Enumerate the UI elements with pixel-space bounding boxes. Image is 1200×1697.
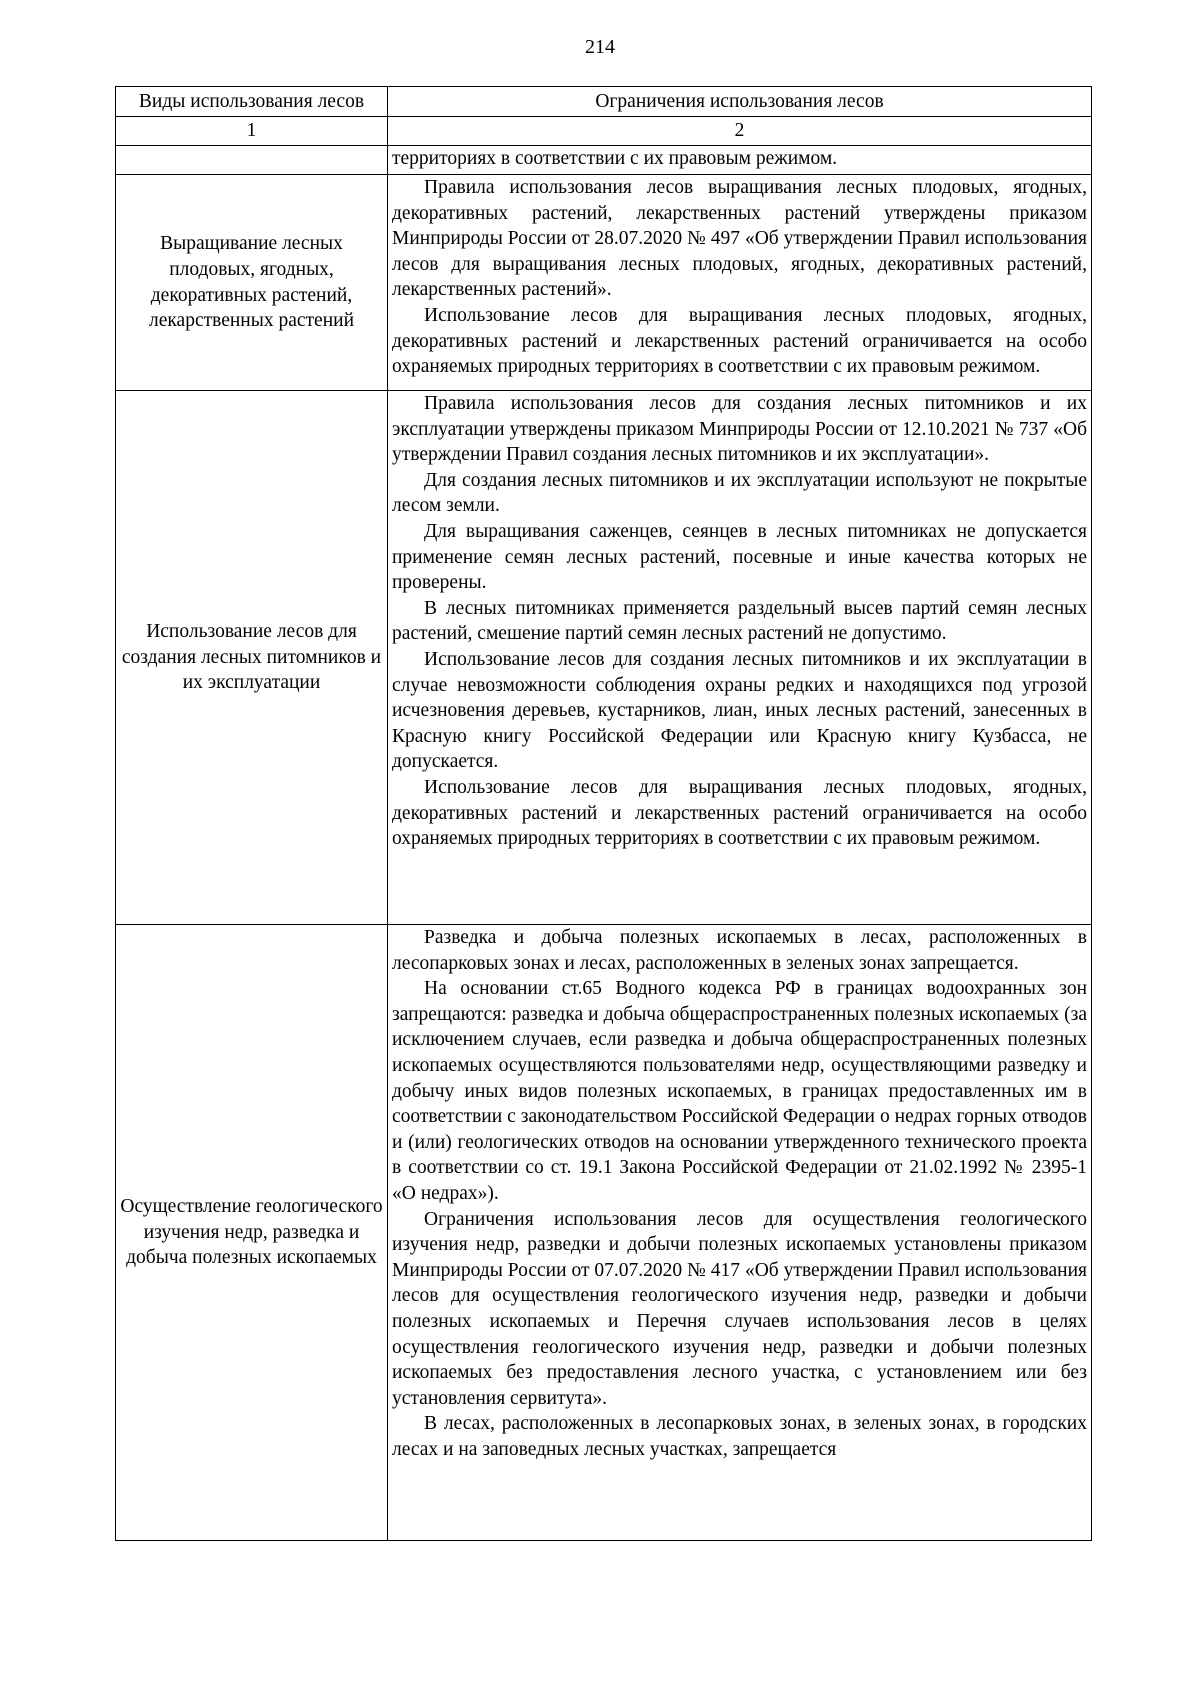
column-number-2: 2 xyxy=(388,117,1092,146)
column-number-1: 1 xyxy=(116,117,388,146)
paragraph: Ограничения использования лесов для осуществления геологического изучения недр, разведки и добычи полезных ископаемых установлены приказом Минприроды России от 07.07.2020 № 417 «Об утверждении Правил использования лесов для осуществления геологического изучения недр, разведки и добычи полезных ископаемых и Перечня случаев использования лесов в целях осуществления геологического изучения недр, разведки и добычи полезных ископаемых без предоставления лесного участка, с установлением или без установления сервитута». xyxy=(392,1208,1087,1409)
kind-cell: Осуществление геологического изучения недр, разведка и добыча полезных ископаемых xyxy=(116,925,388,1541)
continuation-limits-cell xyxy=(388,146,1092,175)
limits-cell xyxy=(388,391,1092,925)
paragraph: Использование лесов для выращивания лесных плодовых, ягодных, декоративных растений и лекарственных растений ограничивается на особо охраняемых природных территориях в соответствии с их правовым режимом. xyxy=(392,776,1087,850)
header-kind: Виды использования лесов xyxy=(116,87,388,117)
continuation-paragraph: территориях в соответствии с их правовым режимом. xyxy=(392,148,838,169)
table-row xyxy=(116,925,1092,1541)
paragraph: Использование лесов для выращивания лесных плодовых, ягодных, декоративных растений и лекарственных растений ограничивается на особо охраняемых природных территориях в соответствии с их правовым режимом. xyxy=(392,304,1087,378)
continuation-kind-cell xyxy=(116,146,388,175)
paragraph: На основании ст.65 Водного кодекса РФ в границах водоохранных зон запрещаются: разведка и добыча общераспространенных полезных ископаемых (за исключением случаев, если разведка и добыча общераспространенных полезных ископаемых осуществляются пользователями недр, осуществляющими разведку и добычу иных видов полезных ископаемых, в границах предоставленных им в соответствии с законодательством Российской Федерации о недрах горных отводов и (или) геологических отводов на основании утвержденного технического проекта в соответствии со ст. 19.1 Закона Российской Федерации от 21.02.1992 № 2395-1 «О недрах»). xyxy=(392,978,1087,1204)
table-row xyxy=(116,175,1092,391)
forest-use-table xyxy=(115,86,1092,1541)
table-header-row xyxy=(116,87,1092,117)
column-number-row xyxy=(116,117,1092,146)
paragraph: Правила использования лесов выращивания лесных плодовых, ягодных, декоративных растений, лекарственных растений утверждены приказом Минприроды России от 28.07.2020 № 497 «Об утверждении Правил использования лесов для выращивания лесных плодовых, ягодных, декоративных растений, лекарственных растений». xyxy=(392,177,1087,301)
table-row xyxy=(116,391,1092,925)
table-row-continuation xyxy=(116,146,1092,175)
paragraph: Правила использования лесов для создания лесных питомников и их эксплуатации утверждены приказом Минприроды России от 12.10.2021 № 737 «Об утверждении Правил создания лесных питомников и их эксплуатации». xyxy=(392,393,1087,466)
paragraph: Для выращивания саженцев, сеянцев в лесных питомниках не допускается применение семян лесных растений, посевные и иные качества которых не проверены. xyxy=(392,520,1087,594)
paragraph: В лесных питомниках применяется раздельный высев партий семян лесных растений, смешение партий семян лесных растений не допустимо. xyxy=(392,597,1087,645)
page-number: 214 xyxy=(585,36,615,58)
limits-cell xyxy=(388,175,1092,391)
limits-cell xyxy=(388,925,1092,1541)
paragraph: В лесах, расположенных в лесопарковых зонах, в зеленых зонах, в городских лесах и на заповедных лесных участках, запрещается xyxy=(392,1413,1087,1460)
header-limits: Ограничения использования лесов xyxy=(388,87,1092,117)
kind-cell: Выращивание лесных плодовых, ягодных, декоративных растений, лекарственных растений xyxy=(116,175,388,391)
kind-cell: Использование лесов для создания лесных питомников и их эксплуатации xyxy=(116,391,388,925)
paragraph: Для создания лесных питомников и их эксплуатации используют не покрытые лесом земли. xyxy=(392,469,1087,517)
paragraph: Использование лесов для создания лесных питомников и их эксплуатации в случае невозможности соблюдения охраны редких и находящихся под угрозой исчезновения деревьев, кустарников, лиан, иных лесных растений, занесенных в Красную книгу Российской Федерации или Красную книгу Кузбасса, не допускается. xyxy=(392,648,1087,773)
paragraph: Разведка и добыча полезных ископаемых в лесах, расположенных в лесопарковых зонах и лесах, расположенных в зеленых зонах запрещается. xyxy=(392,927,1087,974)
